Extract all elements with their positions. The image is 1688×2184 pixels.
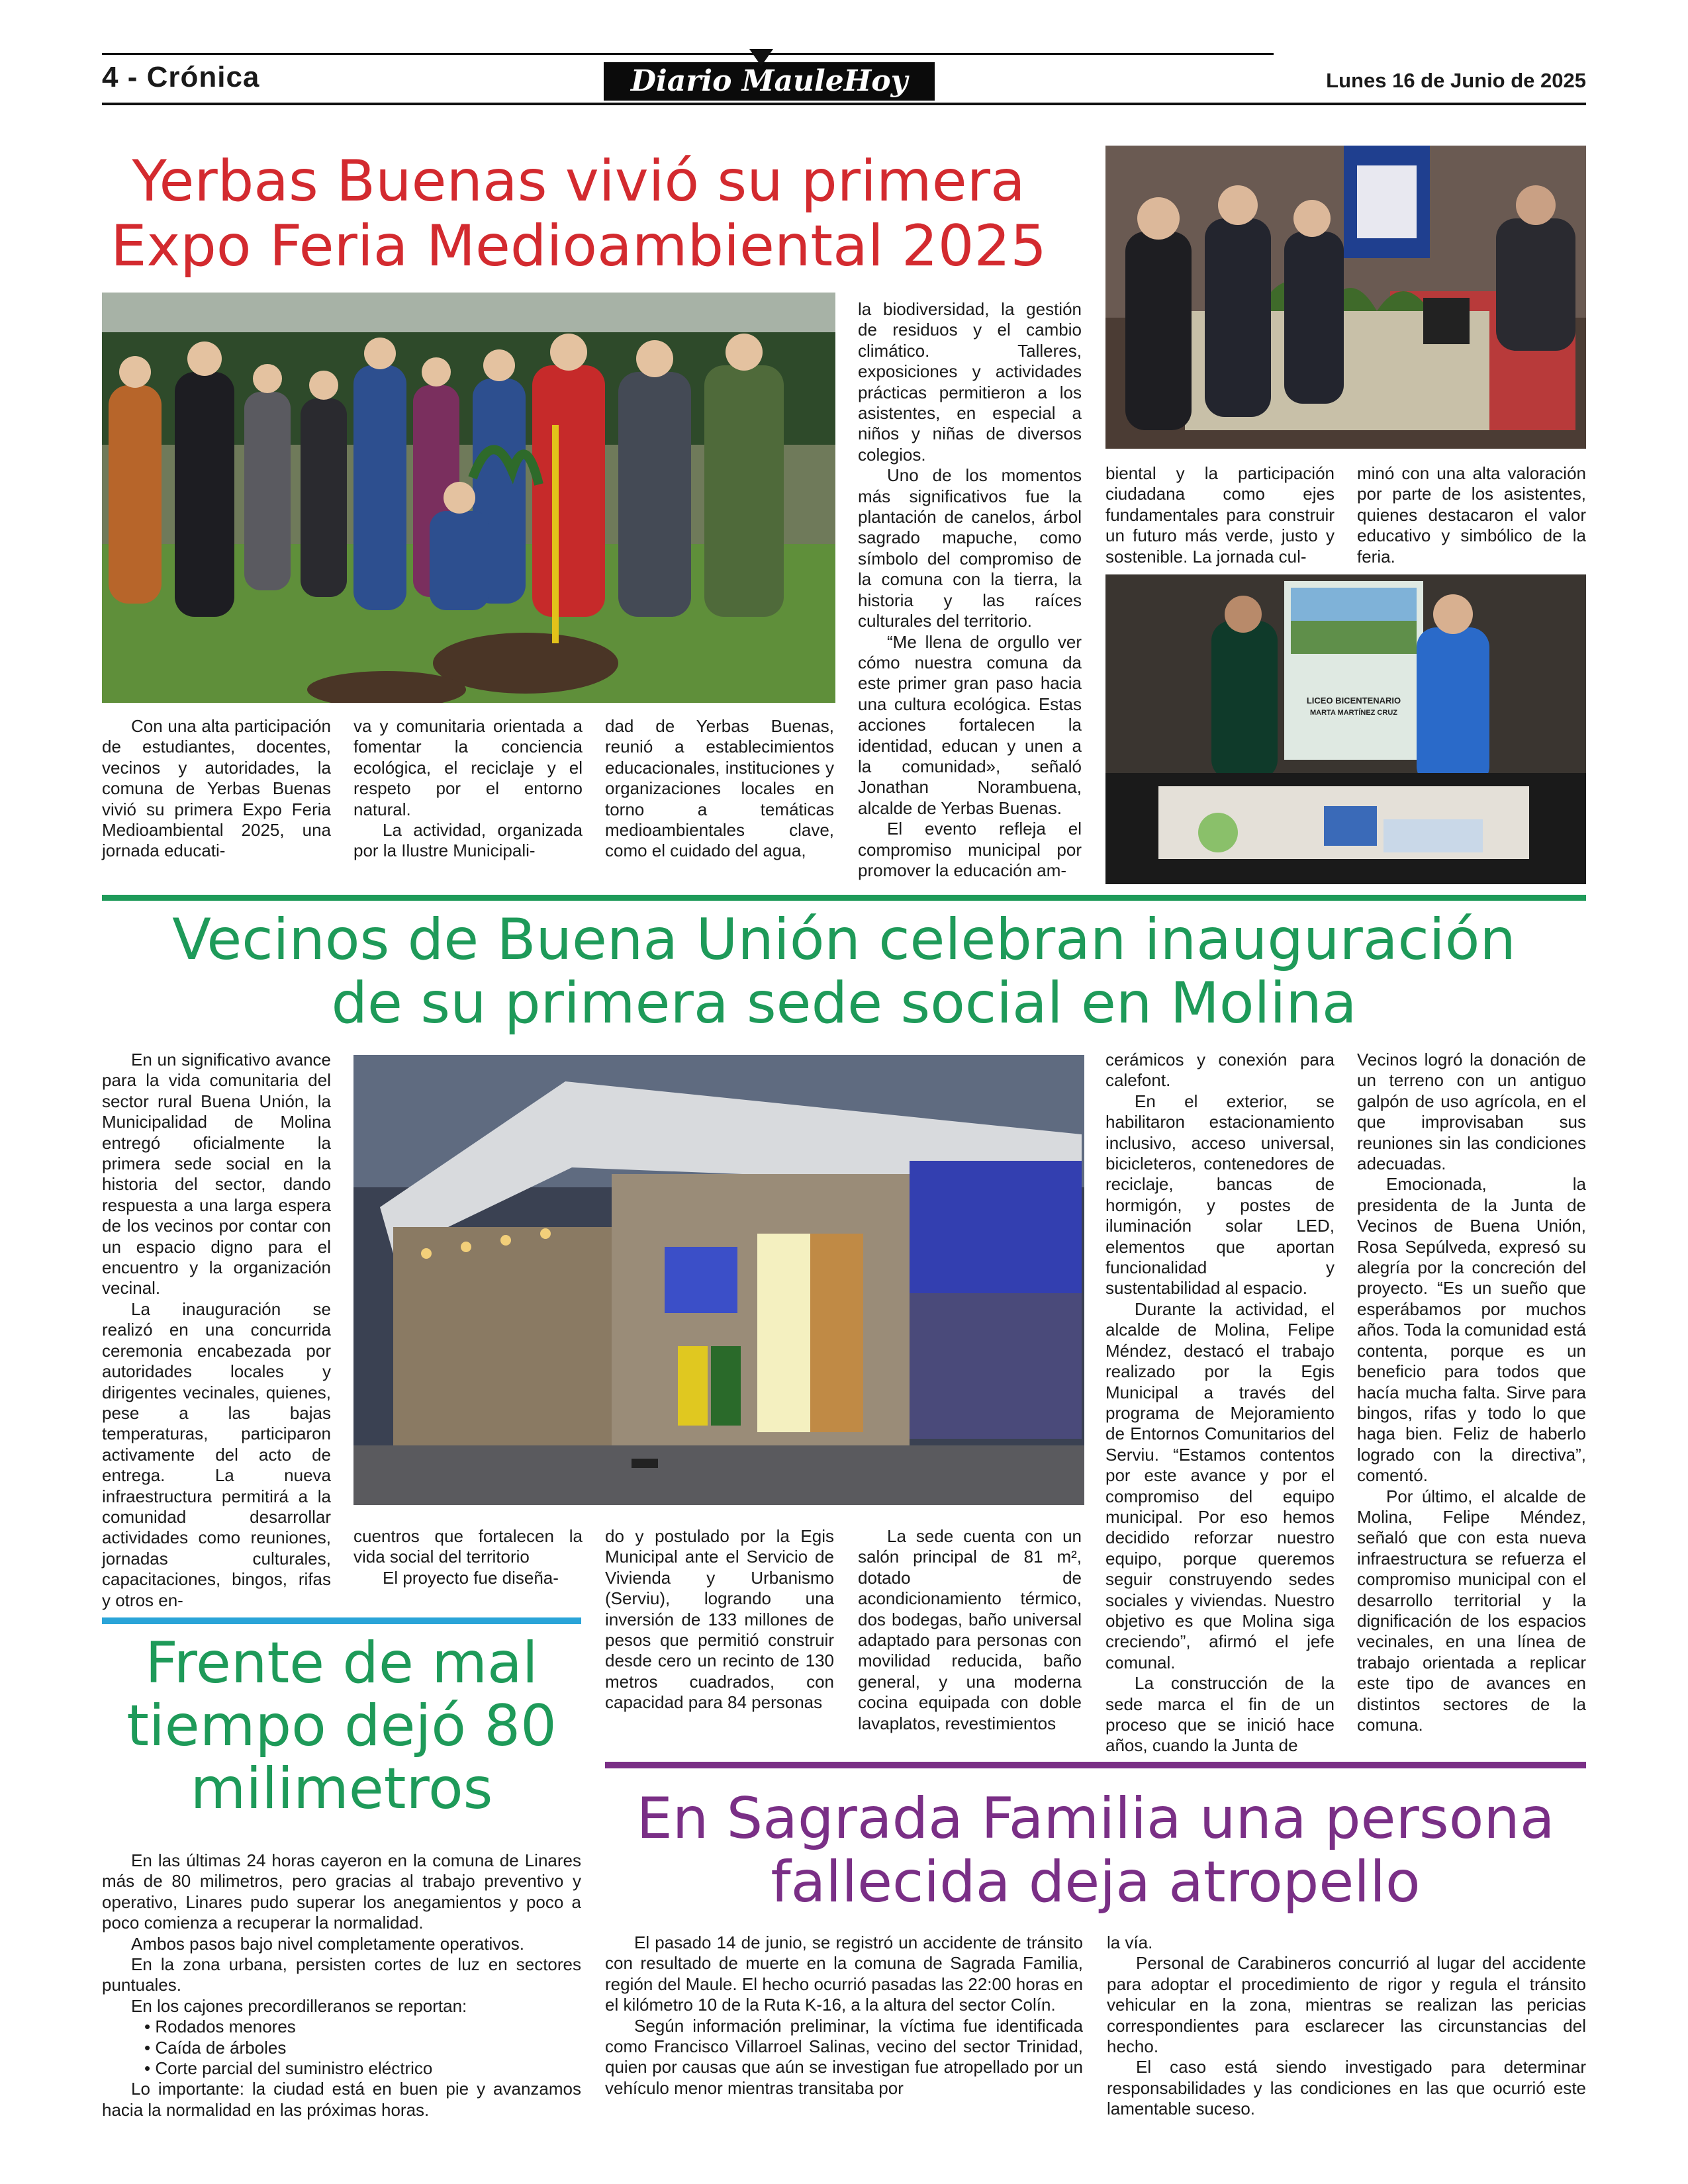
article2-column-1: En un significativo avance para la vida comunitaria del sector rural Buena Unión, la Municipalidad de Molina entregó oficialmente la primera sede social en la historia del sector, dando respuesta a una larga espera de los vecinos por contar con un espacio digno para el encuentro y la organización vecinal. La inauguración se realizó en una concurrida ceremonia encabezada por autoridades locales y dirigentes vecinales, quienes, pese a las bajas temperaturas, participaron activamente del acto de entrega. La nueva infraestructura permitirá a la comunidad desarrollar actividades como reuniones, jornadas culturales, capacitaciones, bingos, rifas y otros en- (102, 1050, 331, 1610)
article2-headline: Vecinos de Buena Unión celebran inauguración de su primera sede social en Molina (172, 907, 1516, 1036)
article1-photo-tree-planting (102, 293, 835, 703)
article2-column-2: cuentros que fortalecen la vida social del territorio El proyecto fue diseña- (353, 1526, 583, 1588)
issue-date: Lunes 16 de Junio de 2025 (1326, 69, 1586, 92)
article2-column-3: do y postulado por la Egis Municipal ante el Servicio de Vivienda y Urbanismo (Serviu), logrando una inversión de 133 millones de pesos que permitió construir desde cero un recinto de 130 metros cuadrados, con capacidad para 84 personas (605, 1526, 834, 1713)
masthead-notch-icon (749, 49, 773, 66)
article2-top-rule (102, 895, 1586, 901)
article1-column-6: minó con una alta valoración por parte de los asistentes, quienes destacaron el valor educativo y simbólico de la feria. (1357, 463, 1586, 567)
article1-photo-students-exhibit (1105, 146, 1586, 449)
list-item: • Caída de árboles (144, 2038, 581, 2058)
list-item: • Corte parcial del suministro eléctrico (144, 2058, 581, 2079)
article1-column-1: Con una alta participación de estudiantes, docentes, vecinos y autoridades, la comuna de Yerbas Buenas vivió su primera Expo Feria Medioambiental 2025, una jornada educati- (102, 716, 331, 861)
article3-bullet-list (102, 2017, 581, 2079)
article2-column-4: La sede cuenta con un salón principal de 81 m², dotado de acondicionamiento térmico, dos bodegas, baño universal adaptado para personas con movilidad reducida, baño general, y una moderna cocina equipada con doble lavaplatos, revestimientos (858, 1526, 1082, 1733)
article4-top-rule (605, 1762, 1586, 1768)
liceo-banner-line-1: LICEO BICENTENARIO (1306, 696, 1401, 705)
header-bottom-rule (102, 103, 1586, 105)
article4-headline: En Sagrada Familia una persona fallecida deja atropello (636, 1786, 1555, 1915)
article1-column-4: la biodiversidad, la gestión de residuos y el cambio climático. Talleres, exposiciones y actividades prácticas permitieron a los asistentes, en especial a niños y niñas de diversos colegios. Uno de los momentos más significativos fue la plantación de canelos, árbol sagrado mapuche, como símbolo del compromiso de la comuna con la tierra, la historia y las raíces culturales del territorio. “Me llena de orgullo ver cómo nuestra comuna da este primer gran paso hacia una cultura ecológica. Estas acciones fortalecen la identidad, educan y unen a la comunidad», señaló Jonathan Norambuena, alcalde de Yerbas Buenas. El evento refleja el compromiso municipal por promover la educación am- (858, 299, 1082, 880)
article3-headline: Frente de mal tiempo dejó 80 milimetros (126, 1630, 557, 1822)
article1-column-2: va y comunitaria orientada a fomentar la conciencia ecológica, el reciclaje y el respeto por el entorno natural. La actividad, organizada por la Ilustre Municipali- (353, 716, 583, 861)
article2-photo-sede-social (353, 1055, 1084, 1505)
article1-headline: Yerbas Buenas vivió su primera Expo Feria Medioambiental 2025 (111, 148, 1047, 279)
article1-column-5: biental y la participación ciudadana como ejes fundamentales para construir un futuro más verde, justo y sostenible. La jornada cul- (1105, 463, 1335, 567)
article3-top-rule (102, 1617, 581, 1624)
article4-column-2: la vía. Personal de Carabineros concurrió al lugar del accidente para adoptar el procedimiento de rigor y regula el tránsito vehicular en la zona, mientras se realizan las pericias correspondientes para esclarecer las circunstancias del hecho. El caso está siendo investigado para determinar responsabilidades y las condiciones en las que ocurrió este lamentable suceso. (1107, 1933, 1586, 2119)
article3-body: En las últimas 24 horas cayeron en la comuna de Linares más de 80 milimetros, pero gracias al trabajo preventivo y operativo, Linares pudo superar los anegamientos y poco a poco comienza a recuperar la normalidad. Ambos pasos bajo nivel completamente operativos. En la zona urbana, persisten cortes de luz en sectores puntuales. En los cajones precordilleranos se reportan: • Rodados menores • Caída de árboles • Corte parcial del suministro eléctrico Lo importante: la ciudad está en buen pie y avanzamos hacia la normalidad en las próximas horas. (102, 1850, 581, 2120)
article2-column-5: cerámicos y conexión para calefont. En el exterior, se habilitaron estacionamiento inclusivo, acceso universal, bicicleteros, contenedores de reciclaje, bancas de hormigón, y postes de iluminación solar LED, elementos que aportan funcionalidad y sustentabilidad al espacio. Durante la actividad, el alcalde de Molina, Felipe Méndez, destacó el trabajo realizado por la Egis Municipal a través del programa de Mejoramiento de Entornos Comunitarios del Serviu. “Estamos contentos por este avance y por el compromiso del equipo municipal. Por eso hemos decidido reforzar nuestro equipo, porque queremos seguir construyendo sedes sociales y viviendas. Nuestro objetivo es que Molina siga creciendo”, afirmó el jefe comunal. La construcción de la sede marca el fin de un proceso que se inició hace años, cuando la Junta de (1105, 1050, 1335, 1756)
article1-photo-liceo-stand (1105, 574, 1586, 884)
header (0, 0, 1688, 113)
liceo-banner-line-2: MARTA MARTÍNEZ CRUZ (1310, 709, 1397, 717)
masthead-logo: Diario MauleHoy (604, 62, 935, 101)
section-label: 4 - Crónica (102, 61, 260, 93)
article4-column-1: El pasado 14 de junio, se registró un accidente de tránsito con resultado de muerte en la comuna de Sagrada Familia, región del Maule. El hecho ocurrió pasadas las 22:00 horas en el kilómetro 10 de la Ruta K-16, a la altura del sector Colín. Según información preliminar, la víctima fue identificada como Francisco Villarroel Salinas, vecino del sector Trinidad, quien por causas que aún se investigan fue atropellado por un vehículo menor mientras transitaba por (605, 1933, 1083, 2098)
header-top-rule (102, 53, 1274, 55)
article1-column-3: dad de Yerbas Buenas, reunió a establecimientos educacionales, instituciones y organizaciones locales en torno a temáticas medioambientales clave, como el cuidado del agua, (605, 716, 834, 861)
article2-column-6: Vecinos logró la donación de un terreno con un antiguo galpón de uso agrícola, en el que improvisaban sus reuniones sin las condiciones adecuadas. Emocionada, la presidenta de la Junta de Vecinos de Buena Unión, Rosa Sepúlveda, expresó su alegría por la concreción del proyecto. “Es un sueño que esperábamos por muchos años. Toda la comunidad está contenta, porque es un beneficio para todos que hacía mucha falta. Sirve para bingos, rifas y todo lo que haga bien. Feliz de haberlo logrado con la directiva”, comentó. Por último, el alcalde de Molina, Felipe Méndez, señaló que con esta nueva infraestructura se refuerza el compromiso municipal con el desarrollo territorial y la dignificación de los espacios vecinales, en una línea de trabajo orientada a replicar este tipo de avances en distintos sectores de la comuna. (1357, 1050, 1586, 1735)
list-item: • Rodados menores (144, 2017, 581, 2037)
